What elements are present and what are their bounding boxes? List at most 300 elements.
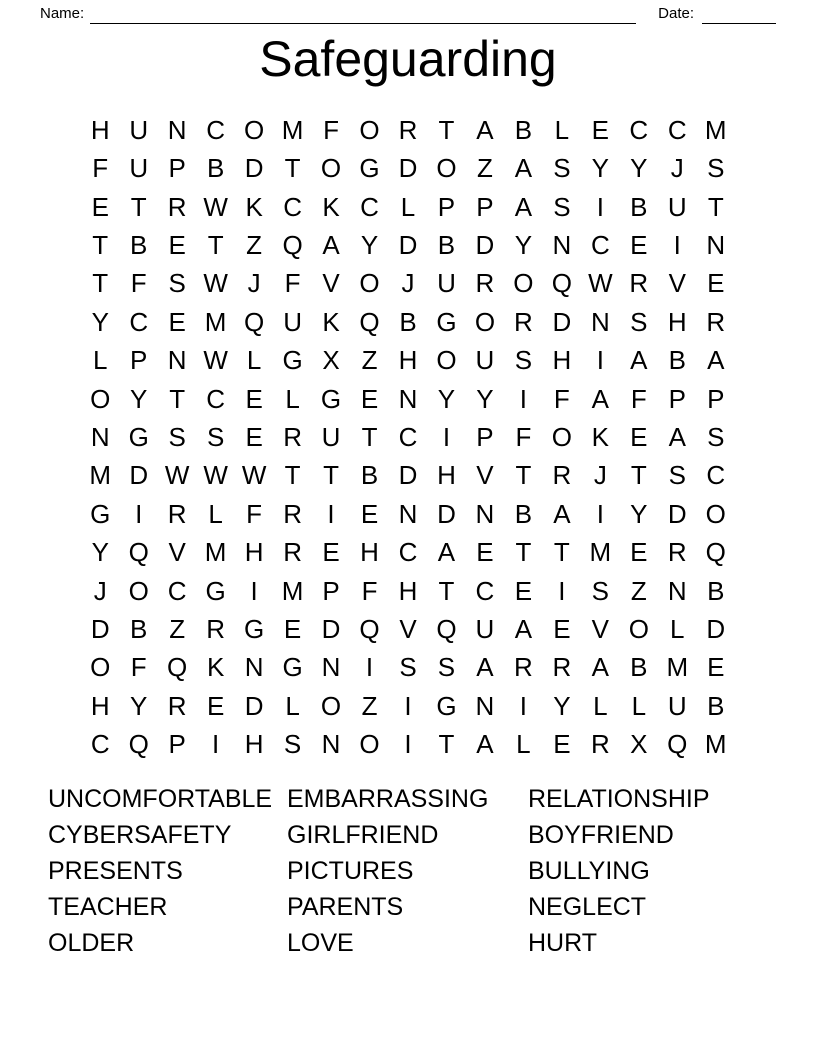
grid-letter: U <box>475 614 495 645</box>
grid-letter: O <box>436 153 457 184</box>
grid-letter: E <box>245 383 263 414</box>
grid-letter: S <box>437 652 456 683</box>
grid-letter: M <box>204 537 227 568</box>
word-list-item: EMBARRASSING <box>287 785 489 813</box>
grid-letter: M <box>666 652 689 683</box>
grid-letter: I <box>596 191 604 222</box>
grid-letter: F <box>361 575 378 606</box>
puzzle-title: Safeguarding <box>259 31 557 87</box>
grid-letter: O <box>90 383 111 414</box>
grid-letter: E <box>168 229 186 260</box>
grid-letter: L <box>516 729 531 760</box>
grid-letter: B <box>437 229 456 260</box>
grid-letter: Y <box>437 383 456 414</box>
grid-letter: Q <box>705 537 726 568</box>
grid-letter: T <box>438 729 455 760</box>
grid-letter: R <box>514 306 533 337</box>
word-list-item: OLDER <box>48 929 135 957</box>
grid-letter: J <box>247 268 261 299</box>
word-list-item: PARENTS <box>287 893 404 921</box>
grid-letter: E <box>476 537 494 568</box>
grid-letter: B <box>707 575 725 606</box>
grid-letter: C <box>629 114 649 145</box>
grid-letter: A <box>668 421 686 452</box>
grid-letter: N <box>321 729 341 760</box>
grid-letter: E <box>630 229 648 260</box>
grid-letter: P <box>130 345 148 376</box>
grid-letter: B <box>399 306 417 337</box>
grid-letter: T <box>515 460 532 491</box>
grid-letter: T <box>130 191 147 222</box>
grid-letter: O <box>513 268 534 299</box>
grid-letter: H <box>552 345 572 376</box>
grid-letter: E <box>168 306 186 337</box>
grid-letter: L <box>400 191 416 222</box>
word-list-item: TEACHER <box>48 893 168 921</box>
grid-letter: O <box>128 575 149 606</box>
grid-letter: M <box>589 537 612 568</box>
grid-letter: Y <box>476 383 494 414</box>
grid-letter: E <box>322 537 340 568</box>
grid-letter: I <box>250 575 258 606</box>
grid-letter: U <box>667 191 687 222</box>
grid-letter: A <box>514 191 533 222</box>
grid-letter: N <box>398 498 418 529</box>
grid-letter: D <box>552 306 572 337</box>
grid-letter: R <box>514 652 533 683</box>
grid-letter: R <box>283 537 302 568</box>
grid-letter: I <box>327 498 335 529</box>
grid-letter: I <box>365 652 374 683</box>
name-label: Name: <box>40 5 85 22</box>
grid-letter: O <box>320 690 342 721</box>
grid-letter: E <box>283 614 302 645</box>
grid-letter: R <box>590 729 610 760</box>
grid-letter: C <box>283 191 302 222</box>
word-list-item: HURT <box>528 929 597 957</box>
grid-letter: X <box>322 345 340 376</box>
grid-letter: L <box>93 345 108 376</box>
grid-letter: I <box>558 575 566 606</box>
grid-letter: H <box>398 345 418 376</box>
word-list-item: PRESENTS <box>48 857 183 885</box>
grid-letter: Q <box>128 537 149 568</box>
grid-letter: T <box>438 575 455 606</box>
grid-letter: N <box>321 652 341 683</box>
grid-letter: E <box>630 537 648 568</box>
grid-letter: R <box>206 614 226 645</box>
grid-letter: T <box>438 114 455 145</box>
grid-letter: T <box>515 537 532 568</box>
grid-letter: N <box>475 498 495 529</box>
grid-letter: Y <box>630 153 648 184</box>
grid-letter: O <box>705 498 726 529</box>
grid-letter: Q <box>359 306 380 337</box>
grid-letter: F <box>515 421 532 452</box>
grid-letter: E <box>360 498 379 529</box>
grid-letter: Q <box>551 268 572 299</box>
grid-letter: Z <box>169 614 186 645</box>
grid-letter: E <box>707 268 725 299</box>
grid-letter: D <box>706 614 726 645</box>
grid-letter: V <box>168 537 186 568</box>
grid-letter: F <box>630 383 647 414</box>
grid-letter: Q <box>128 729 149 760</box>
grid-letter: R <box>475 268 495 299</box>
grid-letter: Q <box>167 652 188 683</box>
grid-letter: S <box>283 729 302 760</box>
grid-letter: B <box>130 229 148 260</box>
grid-letter: C <box>90 729 110 760</box>
grid-letter: U <box>129 153 149 184</box>
grid-letter: I <box>404 690 412 721</box>
grid-letter: G <box>90 498 111 529</box>
worksheet-header <box>40 5 776 24</box>
date-label: Date: <box>658 5 694 22</box>
grid-letter: I <box>596 498 604 529</box>
grid-letter: M <box>281 575 304 606</box>
grid-letter: I <box>212 729 220 760</box>
grid-letter: T <box>284 153 301 184</box>
grid-letter: Z <box>361 345 378 376</box>
grid-letter: T <box>207 229 224 260</box>
grid-letter: L <box>631 690 647 721</box>
word-list-item: CYBERSAFETY <box>48 821 232 849</box>
grid-letter: D <box>437 498 456 529</box>
grid-letter: L <box>246 345 262 376</box>
grid-letter: O <box>359 268 380 299</box>
grid-letter: S <box>553 153 571 184</box>
grid-letter: S <box>206 421 225 452</box>
grid-letter: C <box>398 421 418 452</box>
grid-letter: H <box>90 114 110 145</box>
grid-letter: W <box>164 460 190 491</box>
grid-letter: E <box>514 575 533 606</box>
grid-letter: T <box>361 421 378 452</box>
grid-letter: C <box>129 306 149 337</box>
grid-letter: M <box>704 114 727 145</box>
grid-letter: T <box>169 383 186 414</box>
grid-letter: O <box>359 729 380 760</box>
grid-letter: A <box>322 229 340 260</box>
grid-letter: W <box>241 460 267 491</box>
grid-letter: T <box>284 460 301 491</box>
grid-letter: M <box>281 114 304 145</box>
word-list-column <box>287 781 528 961</box>
grid-letter: N <box>398 383 418 414</box>
grid-letter: R <box>629 268 649 299</box>
grid-letter: N <box>167 114 187 145</box>
grid-letter: J <box>593 460 607 491</box>
grid-letter: L <box>593 690 608 721</box>
grid-letter: G <box>282 652 303 683</box>
grid-letter: P <box>168 729 186 760</box>
grid-letter: Y <box>591 153 610 184</box>
grid-letter: C <box>706 460 726 491</box>
grid-letter: P <box>707 383 725 414</box>
grid-letter: R <box>167 191 187 222</box>
grid-letter: R <box>667 537 687 568</box>
grid-letter: L <box>285 383 300 414</box>
grid-letter: G <box>282 345 303 376</box>
grid-letter: E <box>206 690 225 721</box>
grid-letter: W <box>203 268 228 299</box>
grid-letter: L <box>670 614 685 645</box>
grid-letter: E <box>245 421 263 452</box>
grid-letter: A <box>437 537 456 568</box>
grid-letter: R <box>398 114 418 145</box>
grid-letter: O <box>551 421 572 452</box>
grid-letter: P <box>668 383 686 414</box>
grid-letter: S <box>168 268 186 299</box>
grid-letter: B <box>360 460 379 491</box>
grid-letter: N <box>590 306 610 337</box>
grid-letter: M <box>204 306 227 337</box>
word-list-item: RELATIONSHIP <box>528 785 710 813</box>
word-list-column <box>48 781 287 961</box>
grid-letter: M <box>704 729 727 760</box>
grid-letter: B <box>514 114 533 145</box>
grid-letter: A <box>476 114 494 145</box>
grid-letter: G <box>205 575 226 606</box>
grid-letter: I <box>596 345 604 376</box>
grid-letter: B <box>514 498 533 529</box>
grid-letter: J <box>401 268 415 299</box>
grid-letter: Z <box>246 229 263 260</box>
grid-letter: N <box>244 652 264 683</box>
grid-letter: A <box>591 652 610 683</box>
grid-letter: Z <box>361 690 378 721</box>
grid-letter: I <box>135 498 143 529</box>
grid-letter: C <box>667 114 687 145</box>
grid-letter: V <box>322 268 340 299</box>
grid-letter: O <box>436 345 457 376</box>
grid-letter: O <box>320 153 342 184</box>
grid-letter: S <box>168 421 186 452</box>
grid-letter: O <box>90 652 111 683</box>
grid-letter: A <box>476 729 494 760</box>
grid-letter: S <box>399 652 417 683</box>
grid-letter: C <box>360 191 379 222</box>
grid-letter: J <box>670 153 684 184</box>
grid-letter: V <box>476 460 494 491</box>
grid-letter: C <box>398 537 418 568</box>
grid-letter: C <box>590 229 610 260</box>
grid-letter: H <box>360 537 379 568</box>
grid-letter: Z <box>630 575 647 606</box>
grid-letter: U <box>321 421 341 452</box>
grid-letter: R <box>283 421 302 452</box>
grid-letter: O <box>243 114 265 145</box>
grid-letter: A <box>553 498 571 529</box>
grid-letter: E <box>553 729 571 760</box>
grid-letter: C <box>167 575 187 606</box>
grid-letter: N <box>667 575 687 606</box>
grid-letter: Q <box>667 729 688 760</box>
grid-letter: F <box>130 268 147 299</box>
word-list-item: BOYFRIEND <box>528 821 674 849</box>
word-list-item: UNCOMFORTABLE <box>48 785 273 813</box>
grid-letter: D <box>398 153 418 184</box>
grid-letter: U <box>437 268 456 299</box>
grid-letter: X <box>630 729 648 760</box>
grid-letter: R <box>552 652 572 683</box>
grid-letter: Y <box>514 229 533 260</box>
grid-letter: E <box>707 652 725 683</box>
grid-letter: H <box>667 306 687 337</box>
grid-letter: C <box>206 383 226 414</box>
grid-letter: Y <box>130 690 148 721</box>
grid-letter: V <box>399 614 417 645</box>
grid-letter: S <box>630 306 648 337</box>
grid-letter: P <box>168 153 186 184</box>
grid-letter: I <box>673 229 681 260</box>
grid-letter: T <box>553 537 570 568</box>
word-list-column <box>528 781 786 961</box>
grid-letter: K <box>322 191 340 222</box>
grid-letter: G <box>436 690 457 721</box>
grid-letter: D <box>321 614 341 645</box>
grid-letter: D <box>244 153 264 184</box>
grid-letter: W <box>203 460 228 491</box>
grid-letter: G <box>128 421 149 452</box>
grid-letter: T <box>92 268 109 299</box>
name-blank-line <box>90 6 636 24</box>
grid-letter: T <box>92 229 109 260</box>
grid-letter: D <box>398 460 418 491</box>
grid-letter: G <box>359 153 380 184</box>
grid-letter: G <box>436 306 457 337</box>
grid-letter: I <box>442 421 451 452</box>
grid-letter: K <box>322 306 340 337</box>
grid-letter: Y <box>91 537 109 568</box>
grid-letter: P <box>322 575 340 606</box>
grid-letter: B <box>668 345 686 376</box>
grid-letter: H <box>398 575 418 606</box>
grid-letter: L <box>208 498 223 529</box>
grid-letter: H <box>437 460 456 491</box>
grid-letter: I <box>519 383 528 414</box>
grid-letter: F <box>130 652 147 683</box>
grid-letter: H <box>90 690 110 721</box>
grid-letter: Q <box>282 229 303 260</box>
grid-letter: I <box>519 690 528 721</box>
grid-letter: F <box>246 498 263 529</box>
grid-letter: D <box>244 690 264 721</box>
grid-letter: D <box>129 460 149 491</box>
grid-letter: B <box>130 614 148 645</box>
word-list-item: LOVE <box>287 929 354 957</box>
grid-letter: U <box>667 690 687 721</box>
grid-letter: O <box>474 306 496 337</box>
grid-letter: C <box>475 575 495 606</box>
grid-letter: T <box>323 460 339 491</box>
grid-letter: G <box>320 383 342 414</box>
grid-letter: A <box>514 614 533 645</box>
grid-letter: E <box>553 614 571 645</box>
grid-letter: D <box>398 229 418 260</box>
grid-letter: R <box>167 498 187 529</box>
grid-letter: Y <box>130 383 148 414</box>
grid-letter: M <box>89 460 112 491</box>
grid-letter: A <box>514 153 533 184</box>
grid-letter: E <box>630 421 648 452</box>
grid-letter: R <box>167 690 187 721</box>
grid-letter: C <box>206 114 226 145</box>
grid-letter: U <box>129 114 149 145</box>
grid-letter: B <box>707 690 725 721</box>
grid-letter: E <box>360 383 379 414</box>
grid-letter: Y <box>360 229 379 260</box>
grid-letter: D <box>667 498 687 529</box>
grid-letter: O <box>359 114 380 145</box>
word-list-item: BULLYING <box>528 857 650 885</box>
grid-letter: A <box>591 383 610 414</box>
grid-letter: S <box>591 575 610 606</box>
word-list <box>48 781 786 961</box>
grid-letter: W <box>588 268 613 299</box>
grid-letter: F <box>284 268 301 299</box>
grid-letter: S <box>514 345 533 376</box>
grid-letter: J <box>93 575 107 606</box>
grid-letter: I <box>404 729 412 760</box>
word-search-grid <box>81 111 735 764</box>
grid-letter: R <box>283 498 302 529</box>
grid-letter: N <box>706 229 726 260</box>
grid-letter: B <box>206 153 225 184</box>
grid-letter: Q <box>359 614 380 645</box>
grid-letter: G <box>243 614 265 645</box>
grid-letter: W <box>203 191 228 222</box>
grid-letter: F <box>323 114 339 145</box>
grid-letter: S <box>707 153 725 184</box>
grid-letter: L <box>285 690 300 721</box>
grid-letter: Q <box>243 306 265 337</box>
grid-letter: B <box>630 191 648 222</box>
word-list-item: GIRLFRIEND <box>287 821 439 849</box>
date-blank-line <box>702 6 776 24</box>
grid-letter: U <box>475 345 495 376</box>
grid-letter: D <box>475 229 495 260</box>
grid-letter: S <box>707 421 725 452</box>
grid-letter: T <box>707 191 724 222</box>
grid-letter: N <box>90 421 110 452</box>
grid-letter: Z <box>476 153 493 184</box>
grid-letter: L <box>554 114 570 145</box>
word-list-item: PICTURES <box>287 857 414 885</box>
grid-letter: K <box>245 191 263 222</box>
grid-letter: P <box>437 191 456 222</box>
grid-letter: H <box>244 537 264 568</box>
grid-letter: E <box>91 191 109 222</box>
grid-letter: D <box>90 614 110 645</box>
word-list-item: NEGLECT <box>528 893 647 921</box>
grid-letter: A <box>476 652 494 683</box>
grid-letter: V <box>668 268 686 299</box>
grid-letter: Y <box>91 306 109 337</box>
grid-letter: K <box>591 421 610 452</box>
grid-letter: V <box>591 614 610 645</box>
grid-letter: W <box>203 345 228 376</box>
grid-letter: A <box>630 345 648 376</box>
grid-letter: P <box>476 421 494 452</box>
grid-letter: Q <box>436 614 457 645</box>
grid-letter: K <box>206 652 225 683</box>
grid-letter: R <box>552 460 572 491</box>
grid-letter: Y <box>553 690 571 721</box>
grid-letter: S <box>668 460 686 491</box>
grid-letter: N <box>475 690 495 721</box>
